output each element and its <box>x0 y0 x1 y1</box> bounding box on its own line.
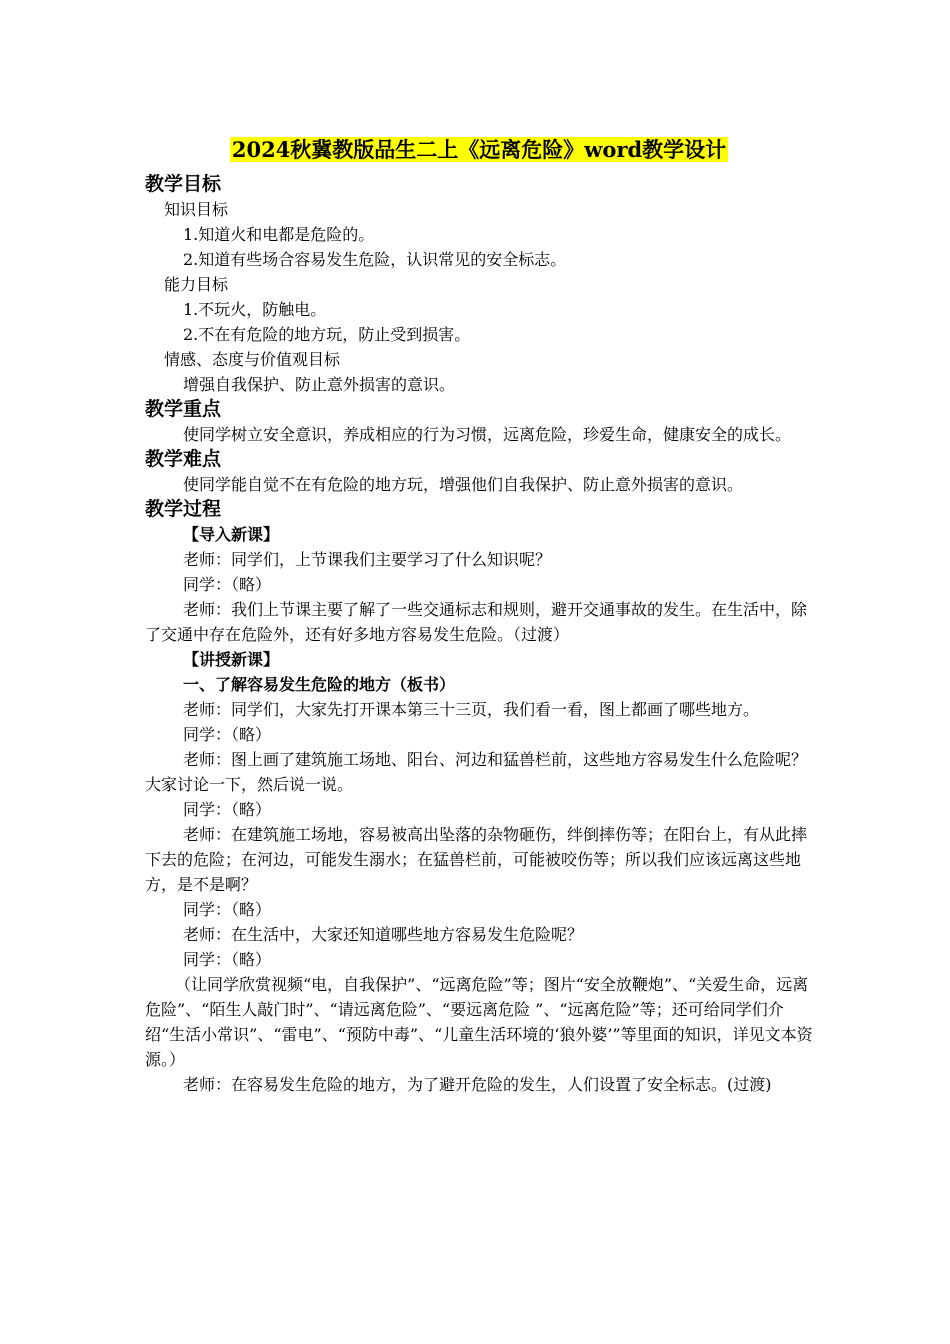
dialogue-10: 老师：在容易发生危险的地方，为了避开危险的发生，人们设置了安全标志。(过渡) <box>183 1075 772 1094</box>
intro-heading: 【导入新课】 <box>183 525 280 544</box>
subheading-emotion: 情感、态度与价值观目标 <box>164 350 341 369</box>
new-lesson-heading: 【讲授新课】 <box>183 650 280 669</box>
dialogue-6: 同学：（略） <box>183 900 272 919</box>
document-page <box>145 134 813 1097</box>
dialogue-3: 老师：图上画了建筑施工场地、阳台、河边和猛兽栏前，这些地方容易发生什么危险呢？大家讨论一下，然后说一说。 <box>145 750 808 794</box>
part1-heading: 一、了解容易发生危险的地方（板书） <box>183 675 456 694</box>
heading-difficult-points: 教学难点 <box>145 448 222 470</box>
title-highlight: 2024秋冀教版品生二上《远离危险》word教学设计 <box>231 137 727 162</box>
difficult-points-text: 使同学能自觉不在有危险的地方玩，增强他们自我保护、防止意外损害的意识。 <box>183 475 744 494</box>
key-points-text: 使同学树立安全意识，养成相应的行为习惯，远离危险，珍爱生命，健康安全的成长。 <box>183 425 792 444</box>
knowledge-item-1: 1.知道火和电都是危险的。 <box>183 225 375 244</box>
ability-item-1: 1.不玩火，防触电。 <box>183 300 327 319</box>
dialogue-8: 同学：（略） <box>183 950 272 969</box>
intro-line-3: 老师：我们上节课主要了解了一些交通标志和规则，避开交通事故的发生。在生活中，除了交通中存在危险外，还有好多地方容易发生危险。（过渡） <box>145 600 808 644</box>
emotion-item-1: 增强自我保护、防止意外损害的意识。 <box>183 375 456 394</box>
dialogue-1: 老师：同学们，大家先打开课本第三十三页，我们看一看，图上都画了哪些地方。 <box>183 700 760 719</box>
heading-process: 教学过程 <box>145 498 222 520</box>
intro-line-1: 老师：同学们，上节课我们主要学习了什么知识呢？ <box>183 550 552 569</box>
subheading-ability: 能力目标 <box>164 275 229 294</box>
dialogue-2: 同学：（略） <box>183 725 272 744</box>
dialogue-7: 老师：在生活中，大家还知道哪些地方容易发生危险呢？ <box>183 925 584 944</box>
intro-line-2: 同学：（略） <box>183 575 272 594</box>
document-title <box>145 134 813 166</box>
heading-goals: 教学目标 <box>145 173 222 195</box>
activity-note: （让同学欣赏视频“电，自我保护”、“远离危险”等；图片“安全放鞭炮”、“关爱生命，远离危险”、“陌生人敲门时”、“请远离危险”、“要远离危险 ”、“远离危险”等；还可给同学们介绍“生活小常识”、“雷电”、“预防中毒”、“儿童生活环境的‘狼外婆’”等里面的知识，详见文本资源。） <box>145 975 813 1069</box>
subheading-knowledge: 知识目标 <box>164 200 229 219</box>
ability-item-2: 2.不在有危险的地方玩，防止受到损害。 <box>183 325 471 344</box>
heading-key-points: 教学重点 <box>145 398 222 420</box>
dialogue-5: 老师：在建筑施工场地，容易被高出坠落的杂物砸伤，绊倒摔伤等；在阳台上，有从此摔下去的危险；在河边，可能发生溺水；在猛兽栏前，可能被咬伤等；所以我们应该远离这些地方，是不是啊？ <box>145 825 808 894</box>
dialogue-4: 同学：（略） <box>183 800 272 819</box>
knowledge-item-2: 2.知道有些场合容易发生危险，认识常见的安全标志。 <box>183 250 567 269</box>
